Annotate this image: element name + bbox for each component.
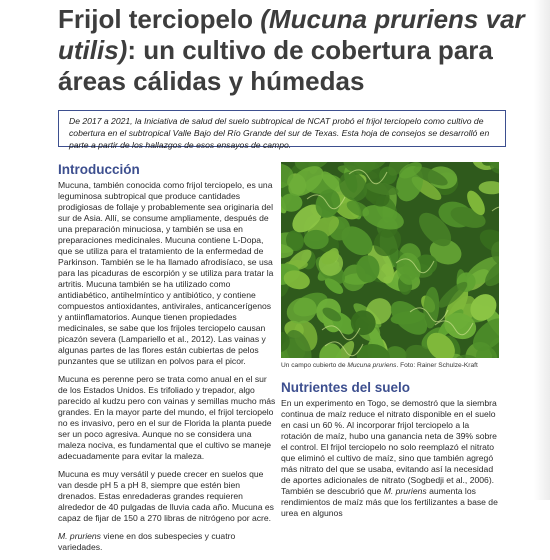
mucuna-field-photo [281,162,499,358]
summary-text: De 2017 a 2021, la Iniciativa de salud del suelo subtropical de NCAT probó el frijol terciopelo como cultivo de cobertura en el subtropical Valle Bajo del Río Grande del sur de Texas. Esta hoja de consejos se desarrolló en parte a partir de los hallazgos de esos ensayos de campo. [69,116,490,150]
caption-species: Mucuna pruriens [347,362,397,369]
document-title [58,4,528,97]
leaf [356,255,379,283]
introduccion-paragraph-1: Mucuna, también conocida como frijol terciopelo, es una leguminosa subtropical que produce cantidades prodigiosas de follaje y probablemente sea originaria del sur de Asia. Allí, se consume ampliamente, después de una preparación minuciosa, y también se usa en preparaciones medicinales. Mucuna contiene L-Dopa, que se utiliza para el tratamiento de la enfermedad de Parkinson. También se le ha llamado afrodisíaco, se usa para las picaduras de escorpión y se utiliza para tratar la artritis. Mucuna también se ha utilizado como antidiabético, antihelmíntico y antibiótico, y contiene compuestos antioxidantes, antivirales, anticancerígenos y antiinflamatorios. Aunque tienen propiedades medicinales, se sabe que los frijoles terciopelo causan picazón severa (Lampariello et al., 2012). Las vainas y algunas partes de las flores están cubiertas de pelos punzantes que se utilizan en polvos para el picor. [58,180,274,366]
left-column [58,162,276,560]
right-column [281,162,499,526]
nutrientes-species: M. pruriens [383,486,427,496]
species-name: M. pruriens [58,531,101,541]
caption-prefix: Un campo cubierto de [281,362,348,369]
title-suffix: : un cultivo de cobertura para áreas cálidas y húmedas [58,35,493,96]
introduccion-heading: Introducción [58,162,140,177]
nutrientes-heading: Nutrientes del suelo [281,380,411,395]
page-edge [534,0,550,500]
introduccion-paragraph-3: Mucuna es muy versátil y puede crecer en suelos que van desde pH 5 a pH 8, siempre que estén bien drenados. Estas enredaderas grandes requieren alrededor de 40 pulgadas de lluvia cada año. Mucuna es capaz de fijar de 150 a 270 libras de nitrógeno por acre. [58,469,274,523]
title-scientific-name: (Mucuna pruriens var utilis) [58,4,525,65]
caption-suffix: . Foto: Rainer Schulze-Kraft [396,362,478,369]
introduccion-paragraph-4 [58,531,276,553]
nutrientes-paragraph-1 [281,398,499,519]
summary-box [58,110,506,150]
nutrientes-text-a: En un experimento en Togo, se demostró que la siembra continua de maíz reduce el nitrato disponible en el suelo en casi un 60 %. Al incorporar frijol terciopelo a la rotación de maíz, hubo una ganancia neta de 39% sobre el control. El frijol terciopelo no solo reemplazó el nitrato que eliminó el cultivo de maíz, sino que también agregó más nitrato del que se usaba, evitando así la necesidad de aportes adicionales de nitrato (Sogbedji et al., 2006). También se descubrió que [281,398,497,496]
introduccion-paragraph-2: Mucuna es perenne pero se trata como anual en el sur de los Estados Unidos. Es trifoliado y trepador, algo parecido al kudzu pero con vainas y semillas mucho más grandes. En la mayor parte del mundo, el frijol terciopelo no es invasivo, pero en el sur de Florida la planta puede ser un poco agresiva. Aunque no se considera una maleza nociva, es fundamental que el cultivo se maneje adecuadamente para evitar la maleza. [58,374,276,461]
foliage-illustration [281,162,499,358]
nutrientes-text-b: aumenta los rendimientos de maíz más que los fertilizantes a base de urea en algunos [281,486,498,518]
paragraph-4-text: viene en dos subespecies y cuatro variedades. [58,531,236,552]
title-prefix: Frijol terciopelo [58,4,261,34]
photo-caption [281,361,499,370]
